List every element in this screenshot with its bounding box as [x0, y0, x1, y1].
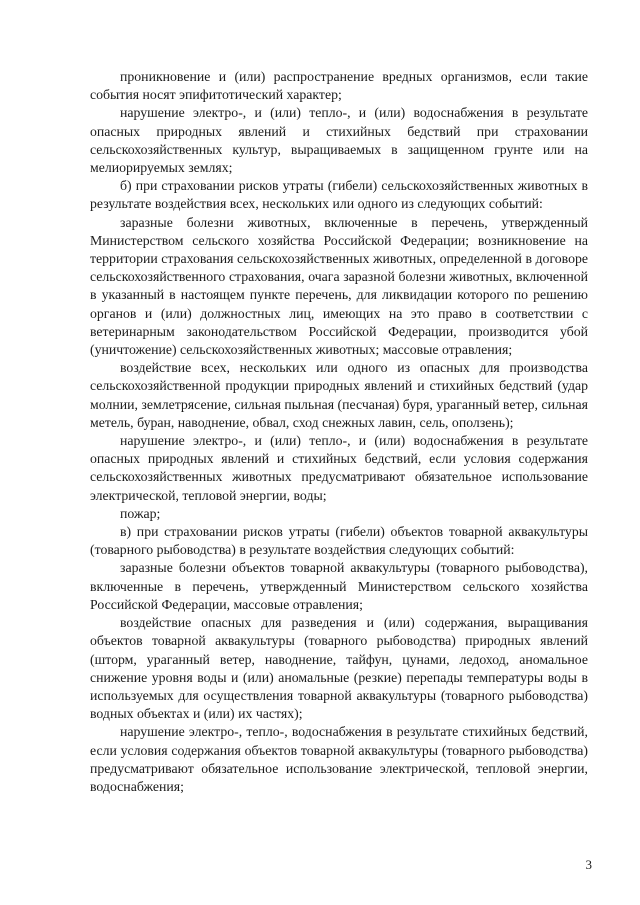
paragraph-animal-diseases: заразные болезни животных, включенные в перечень, утвержденный Министерством сельского хозяйства Российской Федерации; возникновение на территории страхования сельскохозяйственных животных, определенной в договоре сельскохозяйственного страхования, очага заразной болезни животных, включенной в указанный в настоящем пункте перечень, для ликвидации которого по решению органов и (или) должностных лиц, имеющих на это право в соответствии с ветеринарным законодательством Российской Федерации, производится убой (уничтожение) сельскохозяйственных животных; массовые отравления;: [90, 214, 588, 358]
paragraph-aquaculture-hazards: воздействие опасных для разведения и (или) содержания, выращивания объектов товарной аквакультуры (товарного рыбоводства) природных явлений (шторм, ураганный ветер, наводнение, тайфун, цунами, ледоход, аномальное снижение уровня воды и (или) аномальные (резкие) перепады температуры воды в используемых для осуществления товарной аквакультуры (товарного рыбоводства) водных объектах и (или) их частях);: [90, 615, 588, 722]
paragraph-aquaculture-diseases: заразные болезни объектов товарной аквакультуры (товарного рыбоводства), включенные в перечень, утвержденный Министерством сельского хозяйства Российской Федерации, массовые отравления;: [90, 560, 588, 612]
paragraph-utility-disruption-livestock: нарушение электро-, и (или) тепло-, и (или) водоснабжения в результате опасных природных явлений и стихийных бедствий, если условия содержания сельскохозяйственных животных предусматривают обязательное использование электрической, тепловой энергии, воды;: [90, 433, 588, 503]
paragraph-item-b-livestock: б) при страховании рисков утраты (гибели) сельскохозяйственных животных в результате воздействия всех, нескольких или одного из следующих событий:: [90, 178, 588, 212]
paragraph-natural-hazards: воздействие всех, нескольких или одного из опасных для производства сельскохозяйственной продукции природных явлений и стихийных бедствий (удар молнии, землетрясение, сильная пыльная (песчаная) буря, ураганный ветер, сильная метель, буран, наводнение, обвал, сход снежных лавин, сель, оползень);: [90, 360, 588, 430]
page-number: 3: [585, 857, 592, 872]
paragraph-harmful-organisms: проникновение и (или) распространение вредных организмов, если такие события носят эпифитотический характер;: [90, 69, 588, 103]
paragraph-utility-disruption-aquaculture: нарушение электро-, тепло-, водоснабжения в результате стихийных бедствий, если условия содержания объектов товарной аквакультуры (товарного рыбоводства) предусматривают обязательное использование электрической, тепловой энергии, водоснабжения;: [90, 724, 588, 794]
paragraph-fire: пожар;: [120, 505, 161, 521]
document-body: [90, 68, 588, 796]
paragraph-item-v-aquaculture: в) при страховании рисков утраты (гибели) объектов товарной аквакультуры (товарного рыбоводства) в результате воздействия следующих событий:: [90, 524, 588, 558]
paragraph-utility-disruption-crops: нарушение электро-, и (или) тепло-, и (или) водоснабжения в результате опасных природных явлений и стихийных бедствий при страховании сельскохозяйственных культур, выращиваемых в защищенном грунте или на мелиорируемых землях;: [90, 105, 588, 176]
